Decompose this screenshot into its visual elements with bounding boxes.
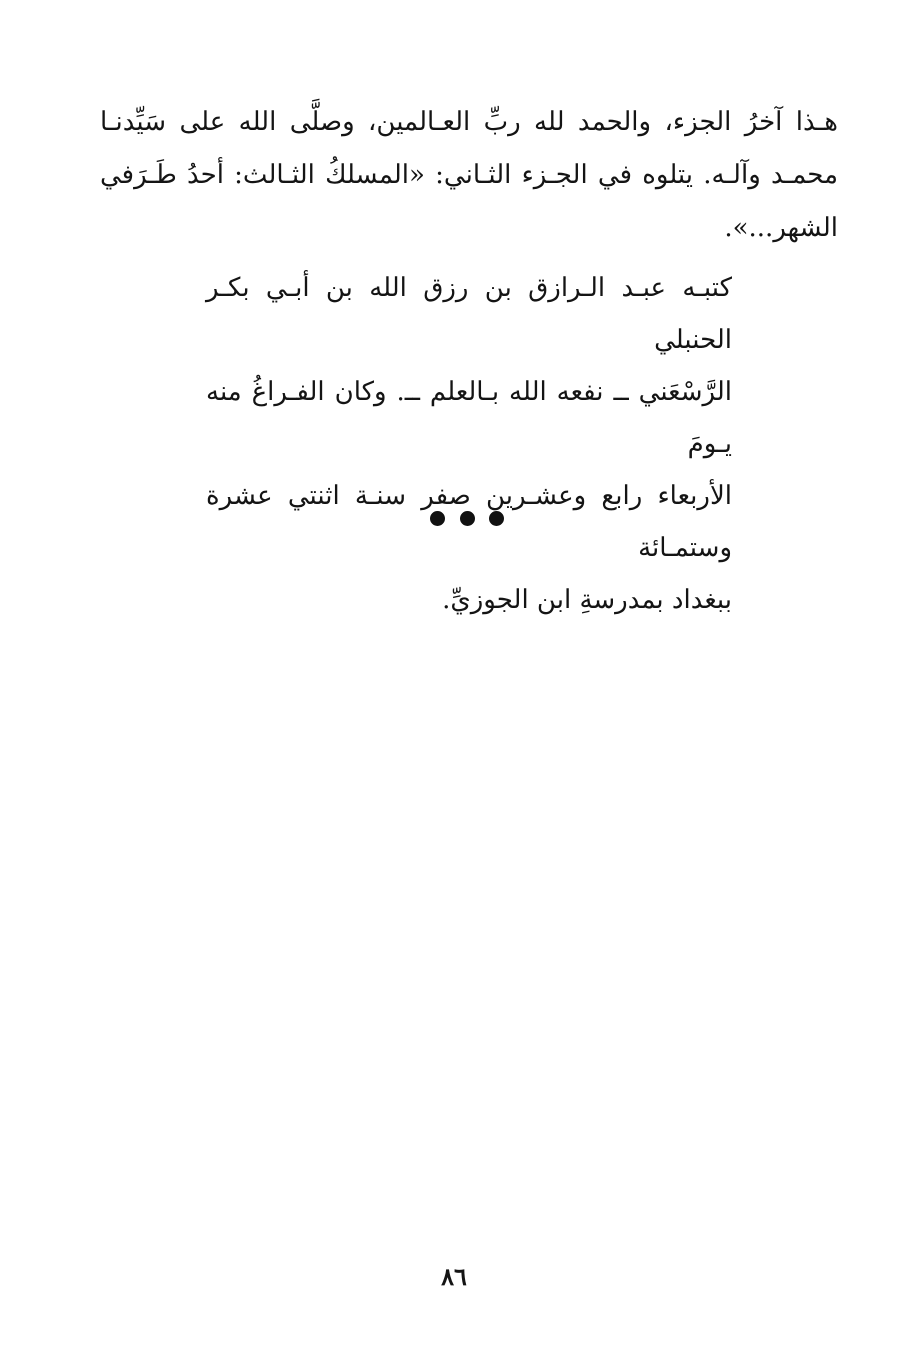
text-line: الرَّسْعَني ــ نفعه الله بـالعلم ــ. وكان الفـراغُ منه يـومَ [206, 377, 732, 459]
text-line: الأربعاء رابع وعشـرين صفر سنـة اثنتي عشرة وستمـائة [206, 481, 732, 563]
colophon-paragraph [206, 262, 732, 626]
text-line: كتبـه عبـد الـرازق بن رزق الله بن أبـي بكـر الحنبلي [206, 273, 732, 355]
page-number: ٨٦ [441, 1262, 467, 1291]
text-line: الشهر...». [724, 213, 838, 243]
dot-icon [489, 511, 504, 526]
dot-icon [430, 511, 445, 526]
text-line: هـذا آخرُ الجزء، والحمد لله ربِّ العـالمين، وصلَّى الله على سَيِّدنـا [100, 107, 838, 137]
dot-icon [460, 511, 475, 526]
closing-paragraph [100, 96, 838, 255]
text-line: محمـد وآلـه. يتلوه في الجـزء الثـاني: «المسلكُ الثـالث: أحدُ طَـرَفي [100, 160, 838, 190]
text-line: ببغداد بمدرسةِ ابن الجوزيِّ. [442, 585, 732, 615]
three-dots-separator-icon [430, 508, 504, 528]
